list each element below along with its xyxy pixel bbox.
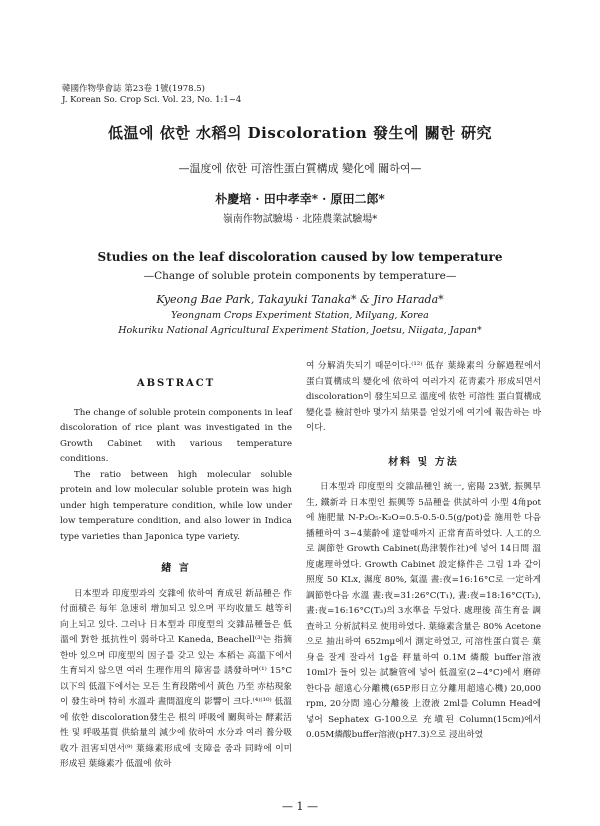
authors-english: Kyeong Bae Park, Takayuki Tanaka* & Jiro Harada* xyxy=(156,293,444,306)
affiliation-korean: 嶺南作物試驗場 · 北陸農業試驗場* xyxy=(222,214,378,225)
introduction-text: 日本型과 印度型과의 交雜에 依하여 育成된 新品種은 作付面積은 每年 急速히 增加되고 있으며 平均收量도 越等히 向上되고 있다. 그러나 日本型과 印度型의 交雜品種들은 低溫에 對한 抵抗性이 弱하다고 Kaneda, Beachell⁽³⁾는 指摘한바 있으며 印度型의 因子를 갖고 있는 本稻는 高溫下에서 生育되지 않으면 여러 生理作用의 障害를 誘發하며⁽¹⁾ 15°C 以下의 低溫下에서는 모든 生育段階에서 黃色 乃至 赤枯現象이 發生하며 特히 水溫과 晝間溫度의 影響이 크다.⁽⁴⁾⁽¹⁰⁾ 低溫에 依한 discoloration發生은 根의 呼吸에 關與하는 酵素活性 및 呼吸基質 供給量의 減少에 依하여 水分과 여러 養分吸收가 沮害되면서⁽⁹⁾ 葉綠素形成에 支障을 줌과 同時에 이미 形成된 葉綠素가 低溫에 依하 xyxy=(60,588,292,769)
journal-line-en: J. Korean So. Crop Sci. Vol. 23, No. 1:1~4 xyxy=(62,95,242,105)
methods-text: 日本型과 印度型의 交雜品種인 統一, 密陽 23號, 振興早生, 鐵新과 日本型인 振興等 5品種을 供試하여 小型 4角pot에 施肥量 N-P₂O₅-K₂O=0.5-0.5-0.5(g/pot)을 施用한 다음 播種하여 3~4葉齡에 達할때까지 正常育苗하였다. 人工的으로 調節한 Growth Cabinet(島津製作社)에 넣어 14日間 溫度處理하였다. Growth Cabinet 設定條件은 그림 1과 같이 照度 50 KLx, 濕度 80%, 氣溫 晝:夜=16:16°C로 一定하게 調節한다음 水溫 晝:夜=31:26°C(T₁), 晝:夜=18:16°C(T₂), 晝:夜=16:16°C(T₃)의 3水準을 두었다. 處理後 苗生育을 調査하고 分析試料로 使用하였다. 葉綠素含量은 80% Acetone으로 抽出하여 652mμ에서 測定하였고, 可溶性蛋白質은 葉身을 잘게 잘라서 1g을 秤量하여 0.1M 燐酸 buffer溶液 10ml가 들어 있는 試驗管에 넣어 低溫室(2~4°C)에서 磨碎한다음 超遠心分離機(65P形日立分離用超遠心機) 20,000 rpm, 20分間 遠心分離後 上澄液 2ml를 Column Head에 넣어 Sephatex G-100으로 充塡된 Column(15cm)에서 0.05M燐酸buffer溶液(pH7.3)으로 浸出하였 xyxy=(306,482,541,740)
page-number: — 1 — xyxy=(282,800,318,813)
abstract-paragraph-2: The ratio between high molecular soluble protein and low molecular soluble protein was high under high temperature condition, while low under low temperature condition, and also lower in Indica type varieties than Japonica type variety. xyxy=(60,469,292,542)
left-column xyxy=(60,376,292,773)
affiliation-english-1: Yeongnam Crops Experiment Station, Milyang, Korea xyxy=(171,310,429,321)
right-column xyxy=(306,359,541,744)
methods-heading: 材料 및 方法 xyxy=(388,456,459,468)
title-english: Studies on the leaf discoloration caused by low temperature xyxy=(97,250,503,264)
abstract-paragraph-1: The change of soluble protein components in leaf discoloration of rice plant was investigated in the Growth Cabinet with various temperature conditions. xyxy=(60,407,292,464)
authors-korean: 朴慶培 · 田中孝幸* · 原田二郎* xyxy=(215,192,385,206)
subtitle-english: —Change of soluble protein components by temperature— xyxy=(143,270,457,282)
abstract-heading: ABSTRACT xyxy=(136,378,216,389)
subtitle-korean: —温度에 依한 可溶性蛋白質構成 變化에 關하여— xyxy=(178,162,422,175)
affiliation-english-2: Hokuriku National Agricultural Experiment Station, Joetsu, Niigata, Japan* xyxy=(118,325,482,336)
journal-line-ko: 韓國作物學會誌 第23卷 1號(1978.5) xyxy=(62,84,206,94)
introduction-continuation: 여 分解消失되기 때문이다.⁽¹²⁾ 低存 葉綠素의 分解過程에서 蛋白質構成의 變化에 依하여 여러가지 花靑素가 形成되면서 discoloration이 發生되므로 溫度에 依한 可溶性 蛋白質構成變化를 檢討한바 몇가지 結果를 얻었기에 여기에 報告하는 바이다. xyxy=(306,361,541,433)
title-korean: 低温에 依한 水稻의 Discoloration 發生에 關한 硏究 xyxy=(108,124,492,142)
journal-citation xyxy=(62,84,241,106)
introduction-heading: 緖 言 xyxy=(161,563,191,574)
